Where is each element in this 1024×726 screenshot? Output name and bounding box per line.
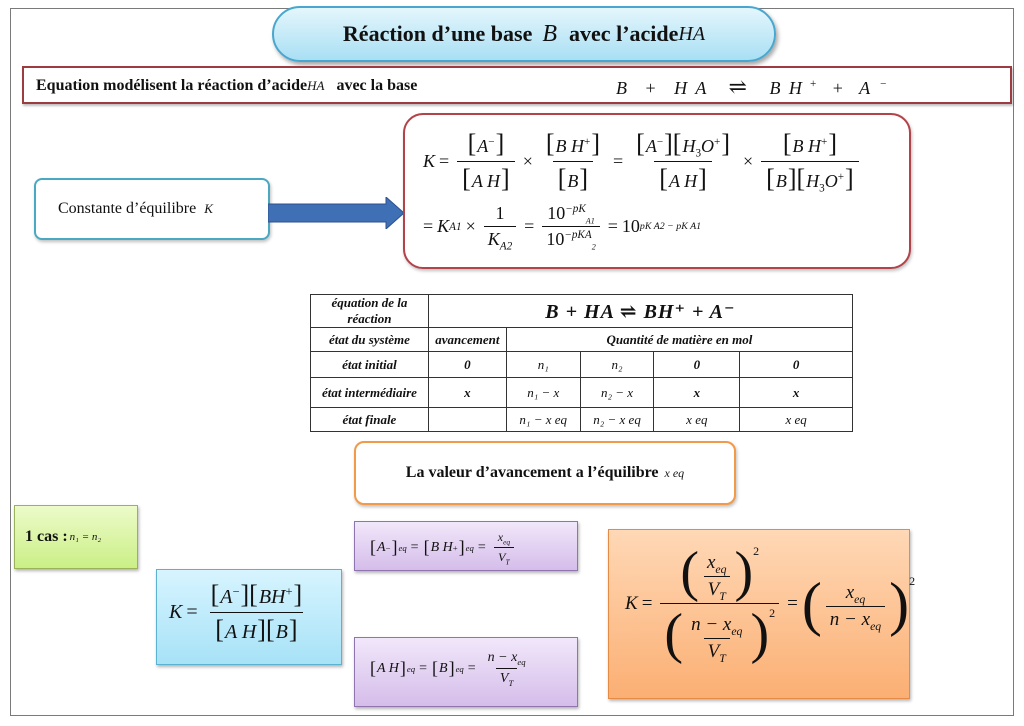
o-v: V [707, 579, 720, 600]
k-formula-line-1 [423, 129, 863, 194]
o-n-minus-x-sub: eq [731, 624, 743, 638]
times-sign: × [522, 151, 533, 171]
p1-equals: = [410, 539, 419, 555]
o-square-2: 2 [769, 606, 776, 620]
reac-plus-2: + [832, 78, 845, 98]
k-concentration-box [156, 569, 342, 665]
o-x-sub-2: eq [854, 592, 866, 606]
table-cell: n₂ − x [580, 378, 654, 408]
o-x-2: x [845, 581, 855, 603]
p1-fraction [494, 530, 514, 565]
table-header-quantity: Quantité de matière en mol [506, 328, 852, 352]
k2-fraction: $\frac{[A^-][BH^+]}{\text{[A H][B]}}$ [210, 580, 303, 644]
k2-equals: = [186, 601, 198, 623]
ten: 10 [547, 203, 566, 223]
advancement-label: La valeur d’avancement a l’équilibre [405, 464, 659, 481]
ten-3: 10 [621, 216, 640, 236]
k2-bh: BH [258, 586, 286, 608]
table-cell: état initial [311, 352, 429, 378]
k2-minus: − [232, 584, 240, 599]
equals-sign-5: = [607, 216, 618, 236]
plus-charge-3: + [821, 136, 828, 148]
exp-a1: A1 [585, 216, 595, 226]
fraction-a-over-ah: $\frac{[A^-]}{\text{[A H]}}$ [457, 129, 515, 194]
table-reaction: B + HA ⇌ BH⁺ + A⁻ [428, 295, 852, 328]
o-n-minus-x-2: n − x [829, 608, 871, 630]
fraction-one-over-ka2 [484, 203, 516, 253]
plus-charge: + [584, 136, 591, 148]
o-x-sub: eq [715, 562, 727, 576]
minus-charge: − [488, 136, 495, 148]
purple1-formula: [ A − ] eq = [ B H + ] eq = $\frac{x_{eq}}{V_T}$ [369, 530, 518, 565]
k-formula-line-2: = K A1 × $\frac{1}{K_{A2}}$ = $\frac{10^{-pK}_{A1}}{10^{-pKA}_2}$ = 10 pK A2 − pK A1 [423, 203, 702, 253]
o-x: x [706, 552, 716, 573]
o-square: 2 [753, 544, 760, 558]
equation-label-prefix: Equation modélisent la réaction d’acide [36, 77, 308, 94]
case-1-box [14, 505, 138, 569]
case-label: 1 cas : [25, 528, 68, 545]
o-k: K [625, 592, 638, 614]
k2-ah: A H [224, 621, 257, 643]
p2-num: n − x [487, 650, 518, 665]
a-ion-2: A [645, 136, 657, 156]
plus-charge-2: + [714, 136, 721, 148]
o-v-sub: T [719, 589, 726, 603]
table-cell: état intermédiaire [311, 378, 429, 408]
o-right-term: ( $\frac{x_{eq}}{n - x_{eq}}$ ) $^2$ [801, 570, 916, 637]
table-row [311, 352, 853, 378]
fraction-a-h3o-over-ah: $\frac{[A^-][H_3O^+]}{\text{[A H]}}$ [636, 129, 730, 193]
table-cell: état finale [311, 408, 429, 432]
o-equals-2: = [787, 592, 798, 614]
k-concentration-formula [169, 580, 311, 645]
table-cell: 0 [654, 352, 740, 378]
concentration-equality-box-1 [354, 521, 578, 571]
k-final-expression-box [608, 529, 916, 699]
reac-ha: H A [674, 78, 708, 98]
table-row [311, 328, 853, 352]
reac-bh: B H [769, 78, 804, 98]
constant-symbol: K [204, 201, 213, 216]
reac-a-charge: − [880, 78, 889, 90]
ka2-symbol: K [487, 229, 500, 249]
o-v-sub-2: T [719, 651, 726, 665]
fraction-bh-over-b: $\frac{[B H^+]}{[B]}$ [545, 129, 600, 193]
reac-b: B [616, 78, 629, 98]
exp-pka2: −pKA [564, 229, 592, 241]
table-cell: n₂ − x eq [580, 408, 654, 432]
equals-sign: = [612, 151, 624, 171]
ten-2: 10 [546, 229, 565, 249]
minus-charge-2: − [656, 136, 664, 148]
times-sign-3: × [465, 216, 476, 236]
h3o-h-2: H [806, 171, 820, 191]
o-n-minus-x: n − x [691, 614, 732, 635]
o-equals: = [641, 592, 653, 614]
equation-label [36, 77, 417, 95]
title-base-symbol: B [542, 20, 558, 47]
p2-b: B [439, 660, 448, 676]
plus-charge-4: + [837, 171, 845, 183]
table-cell: x [428, 378, 506, 408]
o-v-2: V [707, 641, 720, 662]
title-text: Réaction d’une base [342, 21, 533, 46]
purple2-formula: [ A H ] eq = [ B ] eq = $\frac{n - x_{eq}}{V_T}$ [369, 650, 534, 687]
k-equals: = [439, 151, 450, 171]
table-cell: n₂ [580, 352, 654, 378]
bh-ion: B H [555, 136, 585, 156]
equilibrium-arrow-icon: ⇌ [728, 74, 749, 99]
reaction-equation-bar [22, 66, 1012, 104]
p1-equals-2: = [477, 539, 486, 555]
table-cell: 0 [428, 352, 506, 378]
p1-den-sub: T [505, 557, 510, 567]
ka2-sub: A2 [499, 240, 513, 253]
orange-formula [625, 541, 916, 665]
h3o-3: 3 [695, 147, 702, 160]
table-cell: n₁ − x eq [506, 408, 580, 432]
title-text-middle: avec l’acide [569, 21, 679, 46]
table-cell: x [740, 378, 853, 408]
reac-bh-charge: + [809, 78, 819, 90]
equals-sign-4: = [524, 216, 535, 236]
k-symbol: K [423, 151, 436, 171]
constant-label: Constante d’équilibre [58, 200, 197, 217]
table-cell: n₁ [506, 352, 580, 378]
ah-species: A H [471, 171, 501, 191]
equilibrium-advancement-box [354, 441, 736, 505]
k2-symbol: K [169, 601, 183, 623]
p1-num-sub: eq [503, 537, 511, 547]
p1-den: V [498, 550, 506, 564]
o-x-over-v [703, 552, 731, 601]
case-condition: n₁ = n₂ [69, 531, 102, 543]
table-header-advancement: avancement [428, 328, 506, 352]
right-arrow-icon [268, 197, 406, 229]
table-row [311, 378, 853, 408]
h3o-o: O [701, 136, 715, 156]
table-cell: x eq [740, 408, 853, 432]
bh-ion-2: B H [792, 136, 822, 156]
o-n-minus-x-over-v [687, 614, 746, 663]
ah-species-2: A H [668, 171, 698, 191]
b-species-2: B [775, 171, 787, 191]
h3o-o-2: O [824, 171, 838, 191]
table-cell: x eq [654, 408, 740, 432]
k-formula-box [403, 113, 911, 269]
b-species: B [567, 171, 579, 191]
table-row [311, 408, 853, 432]
o-square-3: 2 [909, 573, 916, 588]
reac-plus: + [645, 78, 658, 98]
table-cell [428, 408, 506, 432]
p1-num: x [497, 530, 504, 544]
p2-equals-2: = [467, 660, 476, 676]
title-acid-symbol: HA [678, 22, 706, 45]
one: 1 [495, 203, 505, 223]
h3o-h: H [682, 136, 696, 156]
k2-plus: + [285, 584, 293, 599]
k2-b: B [275, 621, 288, 643]
p1-a: A [377, 539, 386, 555]
exp-pka1: −pK [565, 203, 586, 215]
equals-sign-3: = [423, 216, 434, 236]
o-x-over-n-minus-x [826, 582, 885, 631]
concentration-equality-box-2 [354, 637, 578, 707]
table-cell: n₁ − x [506, 378, 580, 408]
reaction-equation [616, 74, 888, 100]
page-title [272, 6, 776, 62]
p2-equals: = [419, 660, 428, 676]
equation-label-suffix: avec la base [336, 77, 418, 94]
fraction-powers-of-ten [542, 203, 599, 250]
h3o-3-2: 3 [819, 182, 825, 195]
k2-a: A [220, 586, 233, 608]
equation-acid-symbol: HA [307, 78, 325, 93]
reac-a: A [859, 78, 873, 98]
times-sign-2: × [742, 151, 754, 171]
equilibrium-constant-label-box [34, 178, 270, 240]
p1-bh: B H [430, 539, 453, 555]
table-header-equation: équation de la réaction [311, 295, 429, 328]
table-header-state: état du système [311, 328, 429, 352]
progress-table [310, 294, 853, 432]
table-cell: x [654, 378, 740, 408]
p2-den-sub: T [508, 677, 514, 688]
p2-ah: A H [377, 660, 399, 676]
a-ion: A [477, 136, 489, 156]
p2-fraction [484, 650, 530, 687]
p2-num-sub: eq [517, 656, 526, 667]
o-n-minus-x-sub-2: eq [870, 619, 882, 633]
ka1-symbol: K [437, 216, 450, 236]
table-cell: 0 [740, 352, 853, 378]
table-row [311, 295, 853, 328]
exp-a2: 2 [591, 242, 596, 252]
p2-den: V [499, 671, 509, 686]
o-big-fraction: ( $\frac{x_{eq}}{V_T}$ ) $^2$ ( $\frac{n - x_{eq}}{V_T}$ ) $^2$ [660, 544, 779, 663]
advancement-symbol: x eq [664, 465, 685, 480]
fraction-bh-over-b-h3o: $\frac{[B H^+]}{[B][H_3O^+]}$ [761, 129, 859, 194]
